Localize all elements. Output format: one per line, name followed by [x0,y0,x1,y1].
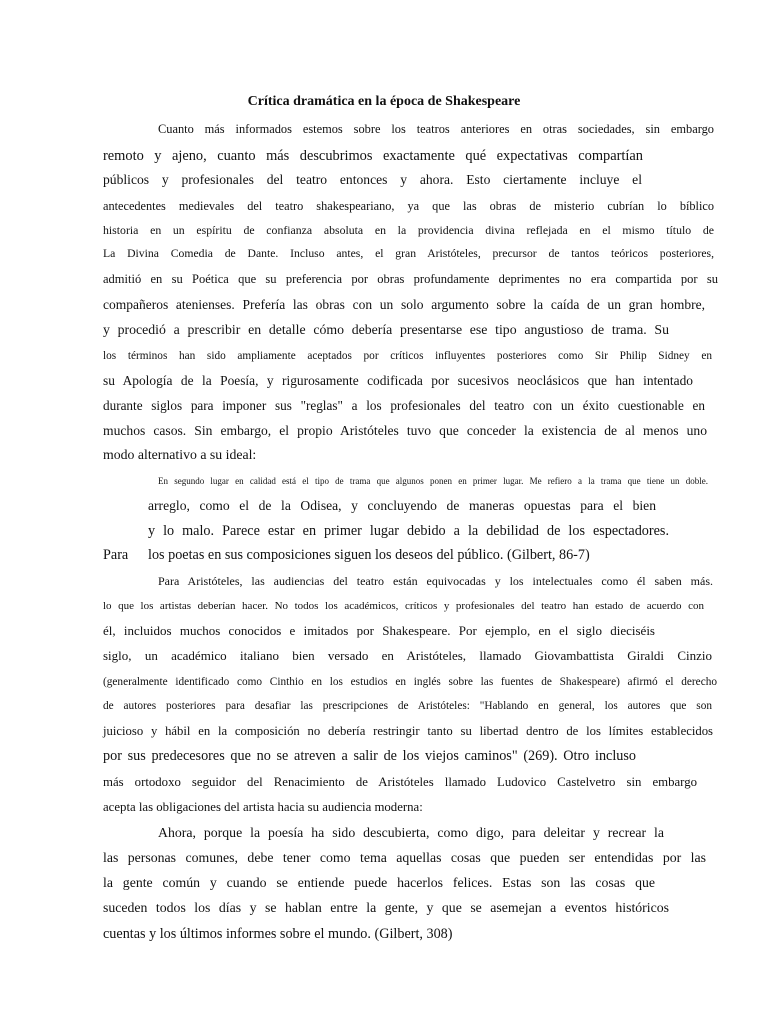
text-line: modo alternativo a su ideal: [103,447,257,462]
text-line: los términos han sido ampliamente aceptados por críticos influyentes posteriores como Sir Philip Sidney en [103,350,712,362]
document-title: Crítica dramática en la época de Shakespeare [247,94,521,109]
text-line: muchos casos. Sin embargo, el propio Aristóteles tuvo que conceder la existencia de al menos uno [103,423,707,438]
text-line: siglo, un académico italiano bien versado en Aristóteles, llamado Giovambattista Giraldi Cinzio [103,648,712,663]
text-line: suceden todos los días y se hablan entre la gente, y que se asemejan a eventos históricos [103,900,669,915]
text-line: las personas comunes, debe tener como tema aquellas cosas que pueden ser entendidas por las [103,850,706,865]
text-line: públicos y profesionales del teatro entonces y ahora. Esto ciertamente incluye el [103,172,642,187]
text-line: arreglo, como el de la Odisea, y concluyendo de maneras opuestas para el bien [148,498,656,513]
text-line: compañeros atenienses. Prefería las obras con un solo argumento sobre la caída de un gran hombre, [103,297,705,312]
text-line: por sus predecesores que no se atreven a salir de los viejos caminos" (269). Otro incluso [103,748,636,764]
text-line: Ahora, porque la poesía ha sido descubierta, como digo, para deleitar y recrear la [158,825,664,840]
text-line: remoto y ajeno, cuanto más descubrimos exactamente qué expectativas compartían [103,148,643,164]
text-line: acepta las obligaciones del artista hacia su audiencia moderna: [103,800,423,814]
text-line: la gente común y cuando se entiende puede hacerlos felices. Estas son las cosas que [103,875,655,890]
text-line: lo que los artistas deberían hacer. No todos los académicos, críticos y profesionales del teatro han estado de acuerdo con [103,600,704,612]
text-line: más ortodoxo seguidor del Renacimiento de Aristóteles llamado Ludovico Castelvetro sin embargo [103,775,697,789]
text-line: juicioso y hábil en la composición no debería restringir tanto su libertad dentro de los límites establecidos [103,724,713,738]
text-line: La Divina Comedia de Dante. Incluso antes, el gran Aristóteles, precursor de tantos teóricos posteriores, [103,247,714,260]
text-line: En segundo lugar en calidad está el tipo de trama que algunos ponen en primer lugar. Me refiero a la trama que tiene un doble. [158,476,708,486]
text-line: y lo malo. Parece estar en primer lugar debido a la debilidad de los espectadores. [148,523,669,539]
text-line: de autores posteriores para desafiar las prescripciones de Aristóteles: "Hablando en general, los autores que son [103,700,712,712]
text-line: admitió en su Poética que su preferencia por obras profundamente deprimentes no era compartida por su [103,272,718,286]
text-line: Cuanto más informados estemos sobre los teatros anteriores en otras sociedades, sin embargo [158,122,714,136]
text-line: él, incluidos muchos conocidos e imitados por Shakespeare. Por ejemplo, en el siglo dieciséis [103,623,655,638]
text-line: cuentas y los últimos informes sobre el mundo. (Gilbert, 308) [103,926,453,942]
text-line: historia en un espíritu de confianza absoluta en la providencia divina reflejada en el mismo título de [103,223,714,237]
text-line: su Apología de la Poesía, y rigurosamente codificada por sucesivos neoclásicos que han intentado [103,373,693,388]
text-line: los poetas en sus composiciones siguen los deseos del público. (Gilbert, 86-7) [148,547,590,563]
text-line: durante siglos para imponer sus "reglas" a los profesionales del teatro con un éxito cuestionable en [103,398,705,413]
text-line: (generalmente identificado como Cinthio en los estudios en inglés sobre las fuentes de Shakespeare) afirmó el derecho [103,676,717,688]
text-line: y procedió a prescribir en detalle cómo debería presentarse ese tipo angustioso de trama. Su [103,322,669,337]
hanging-label: Para [103,547,129,563]
text-line: antecedentes medievales del teatro shakespeariano, ya que las obras de misterio cubrían lo bíblico [103,199,714,213]
text-line: Para Aristóteles, las audiencias del teatro están equivocadas y los intelectuales como él saben más. [158,574,713,588]
